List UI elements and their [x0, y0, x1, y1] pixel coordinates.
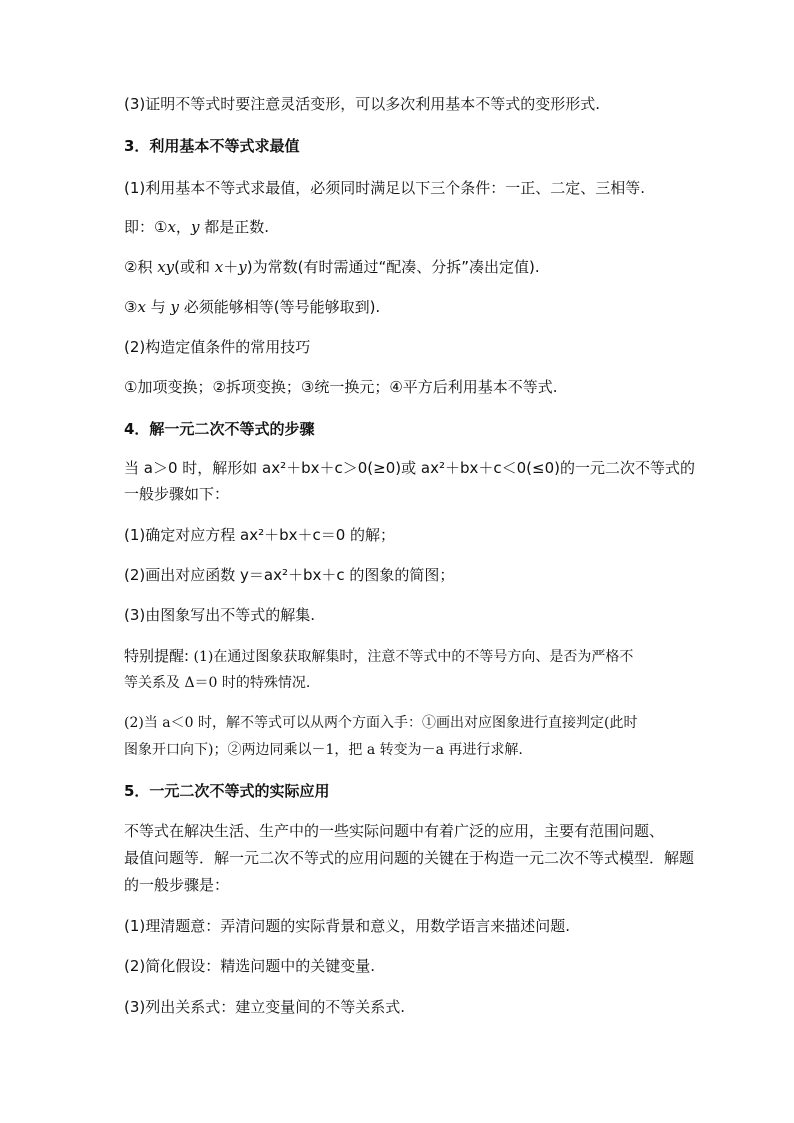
text-line: 当 a＞0 时，解形如 ax²＋bx＋c＞0(≥0)或 ax²＋bx＋c＜0(≤0)的一元二次不等式的: [124, 459, 695, 477]
math-var: x: [137, 298, 146, 316]
text-line: (3)证明不等式时要注意灵活变形，可以多次利用基本不等式的变形形式.: [124, 95, 601, 113]
text-line: 不等式在解决生活、生产中的一些实际问题中有着广泛的应用，主要有范围问题、: [124, 822, 665, 840]
text-span: ③: [124, 298, 138, 316]
math-var: y: [190, 218, 200, 236]
note-label: 特别提醒:: [124, 647, 190, 665]
note-line: 等关系及 Δ＝0 时的特殊情况.: [124, 675, 311, 691]
math-var: x: [214, 258, 224, 276]
text-span: )为常数(有时需通过“配凑、分拆”凑出定值).: [246, 258, 540, 276]
text-line: 一般步骤如下：: [124, 485, 230, 503]
note-text: (1)在通过图象获取解集时，注意不等式中的不等号方向、是否为严格不: [189, 649, 634, 665]
text-span: 与: [145, 298, 171, 316]
text-line: [124, 297, 380, 317]
text-line: 的一般步骤是：: [124, 876, 230, 894]
text-line: (3)列出关系式：建立变量间的不等关系式.: [124, 998, 406, 1016]
text-span: ＋: [223, 258, 239, 276]
text-span: ，: [175, 218, 191, 236]
section-heading-5: 5．一元二次不等式的实际应用: [124, 782, 330, 800]
math-var: y: [238, 258, 247, 276]
math-var: x: [167, 218, 176, 236]
text-line: (1)利用基本不等式求最值，必须同时满足以下三个条件：一正、二定、三相等.: [124, 179, 646, 197]
text-line: (2)画出对应函数 y＝ax²＋bx＋c 的图象的简图；: [124, 566, 455, 584]
text-span: 必须能够相等(等号能够取到).: [178, 298, 381, 316]
note-line: (2)当 a＜0 时，解不等式可以从两个方面入手：①画出对应图象进行直接判定(此时: [124, 715, 638, 731]
text-line: 最值问题等．解一元二次不等式的应用问题的关键在于构造一元二次不等式模型．解题: [124, 849, 695, 867]
text-line: (2)构造定值条件的常用技巧: [124, 338, 311, 356]
text-line: (1)理清题意：弄清问题的实际背景和意义，用数学语言来描述问题.: [124, 917, 571, 935]
text-line: (3)由图象写出不等式的解集.: [124, 606, 316, 624]
text-span: 即：①: [124, 218, 168, 236]
note-line: 图象开口向下)；②两边同乘以－1，把 a 转变为－a 再进行求解.: [124, 742, 523, 758]
math-var: y: [170, 298, 179, 316]
text-line: (2)简化假设：精选问题中的关键变量.: [124, 957, 376, 975]
text-line: ①加项变换；②拆项变换；③统一换元；④平方后利用基本不等式.: [124, 378, 558, 396]
section-heading-3: 3．利用基本不等式求最值: [124, 137, 300, 155]
section-heading-4: 4．解一元二次不等式的步骤: [124, 420, 315, 438]
text-line: [124, 217, 269, 237]
text-line: [124, 257, 540, 277]
math-var: xy: [157, 258, 175, 276]
text-line: (1)确定对应方程 ax²＋bx＋c＝0 的解；: [124, 526, 396, 544]
note-line: [124, 646, 633, 667]
text-span: ②积: [124, 258, 158, 276]
text-span: 都是正数.: [199, 218, 269, 236]
text-span: (或和: [174, 258, 215, 276]
